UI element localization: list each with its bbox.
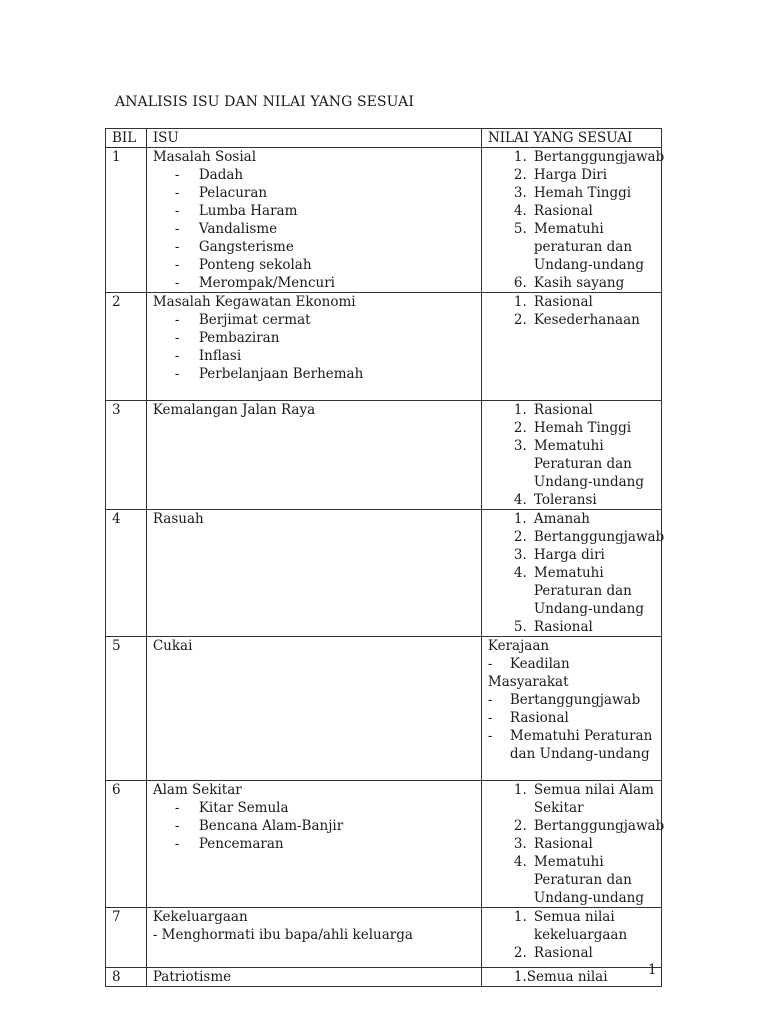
table-row: [106, 637, 662, 781]
isu-title: Kekeluargaan: [152, 909, 248, 925]
nilai-text: Toleransi: [533, 492, 597, 508]
nilai-text: 1.Semua nilai: [513, 969, 608, 985]
isu-subitem: - Pelacuran: [175, 184, 475, 202]
nilai-number: 4.: [513, 854, 527, 870]
nilai-text: Hemah Tinggi: [533, 185, 632, 201]
nilai-cell: [481, 401, 661, 510]
nilai-item: [513, 148, 665, 166]
table-row: [106, 401, 662, 510]
nilai-item: [514, 437, 655, 491]
nilai-text: Bertanggungjawab: [533, 529, 665, 545]
nilai-number: 5.: [513, 221, 527, 237]
nilai-text: Harga diri: [533, 547, 605, 563]
nilai-group-label: Masyarakat: [487, 674, 569, 690]
nilai-cell: [481, 968, 661, 987]
nilai-item: [514, 546, 655, 564]
nilai-cell: [481, 148, 665, 293]
isu-subitem: - Bencana Alam-Banjir: [175, 817, 475, 835]
nilai-item: [514, 401, 655, 419]
isu-subitem: - Merompak/Mencuri: [175, 274, 475, 292]
nilai-list: [488, 293, 655, 329]
bil-cell: 8: [106, 968, 147, 987]
nilai-item: [514, 293, 655, 311]
nilai-item: [514, 166, 655, 184]
isu-subitems: [153, 799, 475, 853]
nilai-number: 3.: [513, 547, 527, 563]
nilai-text: Mematuhi Peraturan dan Undang-undang: [533, 438, 644, 490]
isu-subitem: - Dadah: [175, 166, 475, 184]
isu-subitem: - Gangsterisme: [175, 238, 475, 256]
table-row: [106, 968, 662, 987]
nilai-list: [488, 510, 665, 636]
bil-cell: 4: [106, 510, 147, 637]
nilai-item: [514, 274, 655, 292]
nilai-number: 6.: [513, 275, 527, 291]
isu-cell: [146, 401, 481, 510]
isu-subitem: - Pencemaran: [175, 835, 475, 853]
nilai-number: 2.: [513, 420, 527, 436]
nilai-cell: [481, 637, 661, 781]
nilai-item: [513, 817, 665, 835]
isu-title: Masalah Sosial: [152, 149, 257, 165]
nilai-item: [514, 510, 655, 528]
isu-cell: [146, 510, 481, 637]
page-number: 1: [648, 962, 657, 978]
table-row: [106, 781, 662, 908]
isu-cell: [146, 908, 481, 968]
isu-subitem: - Pembaziran: [175, 329, 475, 347]
isu-subitem: - Kitar Semula: [175, 799, 475, 817]
nilai-number: 2.: [513, 312, 527, 328]
bil-cell: 7: [106, 908, 147, 968]
isu-title: Cukai: [152, 638, 193, 654]
table-row: [106, 293, 662, 401]
nilai-group-label: Kerajaan: [487, 638, 550, 654]
nilai-group-items: [488, 691, 655, 763]
nilai-group-items: [488, 655, 655, 673]
nilai-item: [514, 781, 655, 817]
nilai-group-item: - Keadilan: [488, 655, 655, 673]
nilai-text: Rasional: [533, 619, 593, 635]
header-isu: ISU: [146, 129, 481, 148]
isu-cell: [146, 293, 481, 401]
nilai-number: 2.: [513, 945, 527, 961]
nilai-item: [514, 311, 655, 329]
isu-subitems: [153, 166, 475, 292]
isu-title: Masalah Kegawatan Ekonomi: [152, 294, 356, 310]
nilai-number: 4.: [513, 492, 527, 508]
isu-cell: [146, 968, 481, 987]
nilai-text: Bertanggungjawab: [533, 818, 665, 834]
nilai-number: 3.: [513, 438, 527, 454]
bil-cell: 1: [106, 148, 147, 293]
isu-subitem: - Inflasi: [175, 347, 475, 365]
nilai-text: Semua nilai kekeluargaan: [533, 909, 628, 943]
nilai-cell: [481, 293, 661, 401]
header-nilai: NILAI YANG SESUAI: [481, 129, 661, 148]
nilai-text: Mematuhi Peraturan dan Undang-undang: [533, 565, 644, 617]
bil-cell: 3: [106, 401, 147, 510]
nilai-list: [488, 781, 665, 907]
nilai-item: [513, 528, 665, 546]
nilai-text: Kesederhanaan: [533, 312, 640, 328]
nilai-number: 1.: [513, 909, 527, 925]
isu-subitem: - Berjimat cermat: [175, 311, 475, 329]
isu-subitem: - Perbelanjaan Berhemah: [175, 365, 475, 383]
nilai-cell: [481, 510, 665, 637]
nilai-number: 4.: [513, 203, 527, 219]
table-row: [106, 510, 662, 637]
nilai-number: 3.: [513, 185, 527, 201]
isu-subitem: - Ponteng sekolah: [175, 256, 475, 274]
isu-subitems: [153, 311, 475, 383]
isu-cell: [146, 148, 481, 293]
nilai-number: 5.: [513, 619, 527, 635]
table-row: [106, 148, 662, 293]
nilai-number: 4.: [513, 565, 527, 581]
nilai-item: [514, 220, 655, 274]
bil-cell: 6: [106, 781, 147, 908]
nilai-number: 1.: [513, 402, 527, 418]
nilai-item: [514, 184, 655, 202]
nilai-item: [514, 908, 655, 944]
nilai-text: Rasional: [533, 294, 593, 310]
nilai-text: Rasional: [533, 945, 593, 961]
nilai-list: [488, 401, 655, 509]
document-title: ANALISIS ISU DAN NILAI YANG SESUAI: [115, 94, 414, 110]
nilai-number: 1.: [513, 294, 527, 310]
header-bil: BIL: [106, 129, 147, 148]
nilai-number: 1.: [513, 149, 527, 165]
nilai-item: [514, 944, 655, 962]
nilai-text: Rasional: [533, 203, 593, 219]
nilai-text: Semua nilai Alam Sekitar: [533, 782, 654, 816]
nilai-text: Rasional: [533, 402, 593, 418]
nilai-number: 2.: [513, 818, 527, 834]
nilai-number: 1.: [513, 782, 527, 798]
issues-values-table: [105, 128, 665, 987]
nilai-text: Mematuhi peraturan dan Undang-undang: [533, 221, 644, 273]
isu-subitem: - Vandalisme: [175, 220, 475, 238]
nilai-group-item: - Rasional: [488, 709, 655, 727]
nilai-item: [514, 419, 655, 437]
isu-subitem: - Lumba Haram: [175, 202, 475, 220]
nilai-text: Harga Diri: [533, 167, 608, 183]
nilai-number: 1.: [513, 511, 527, 527]
nilai-text: Mematuhi Peraturan dan Undang-undang: [533, 854, 644, 906]
isu-cell: [146, 781, 481, 908]
bil-cell: 2: [106, 293, 147, 401]
nilai-item: [514, 618, 655, 636]
isu-title: Rasuah: [152, 511, 204, 527]
nilai-number: 2.: [513, 529, 527, 545]
nilai-cell: [481, 781, 665, 908]
nilai-text: Hemah Tinggi: [533, 420, 632, 436]
table-row: [106, 908, 662, 968]
nilai-list: [488, 148, 665, 292]
nilai-group-item: - Mematuhi Peraturan dan Undang-undang: [488, 727, 655, 763]
nilai-number: 3.: [513, 836, 527, 852]
nilai-item: [514, 853, 655, 907]
nilai-cell: [481, 908, 661, 968]
nilai-item: [514, 491, 655, 509]
isu-title: Kemalangan Jalan Raya: [152, 402, 316, 418]
nilai-item: [514, 564, 655, 618]
table-header-row: [106, 129, 662, 148]
bil-cell: 5: [106, 637, 147, 781]
nilai-text: Bertanggungjawab: [533, 149, 665, 165]
nilai-text: Kasih sayang: [533, 275, 625, 291]
nilai-text: Rasional: [533, 836, 593, 852]
isu-title: Alam Sekitar: [152, 782, 242, 798]
nilai-text: Amanah: [533, 511, 590, 527]
nilai-item: [514, 835, 655, 853]
isu-title: Patriotisme: [152, 969, 232, 985]
nilai-item: [514, 202, 655, 220]
isu-cell: [146, 637, 481, 781]
isu-subtext: - Menghormati ibu bapa/ahli keluarga: [152, 927, 413, 943]
nilai-number: 2.: [513, 167, 527, 183]
nilai-list: [488, 908, 655, 962]
nilai-group-item: - Bertanggungjawab: [488, 691, 655, 709]
